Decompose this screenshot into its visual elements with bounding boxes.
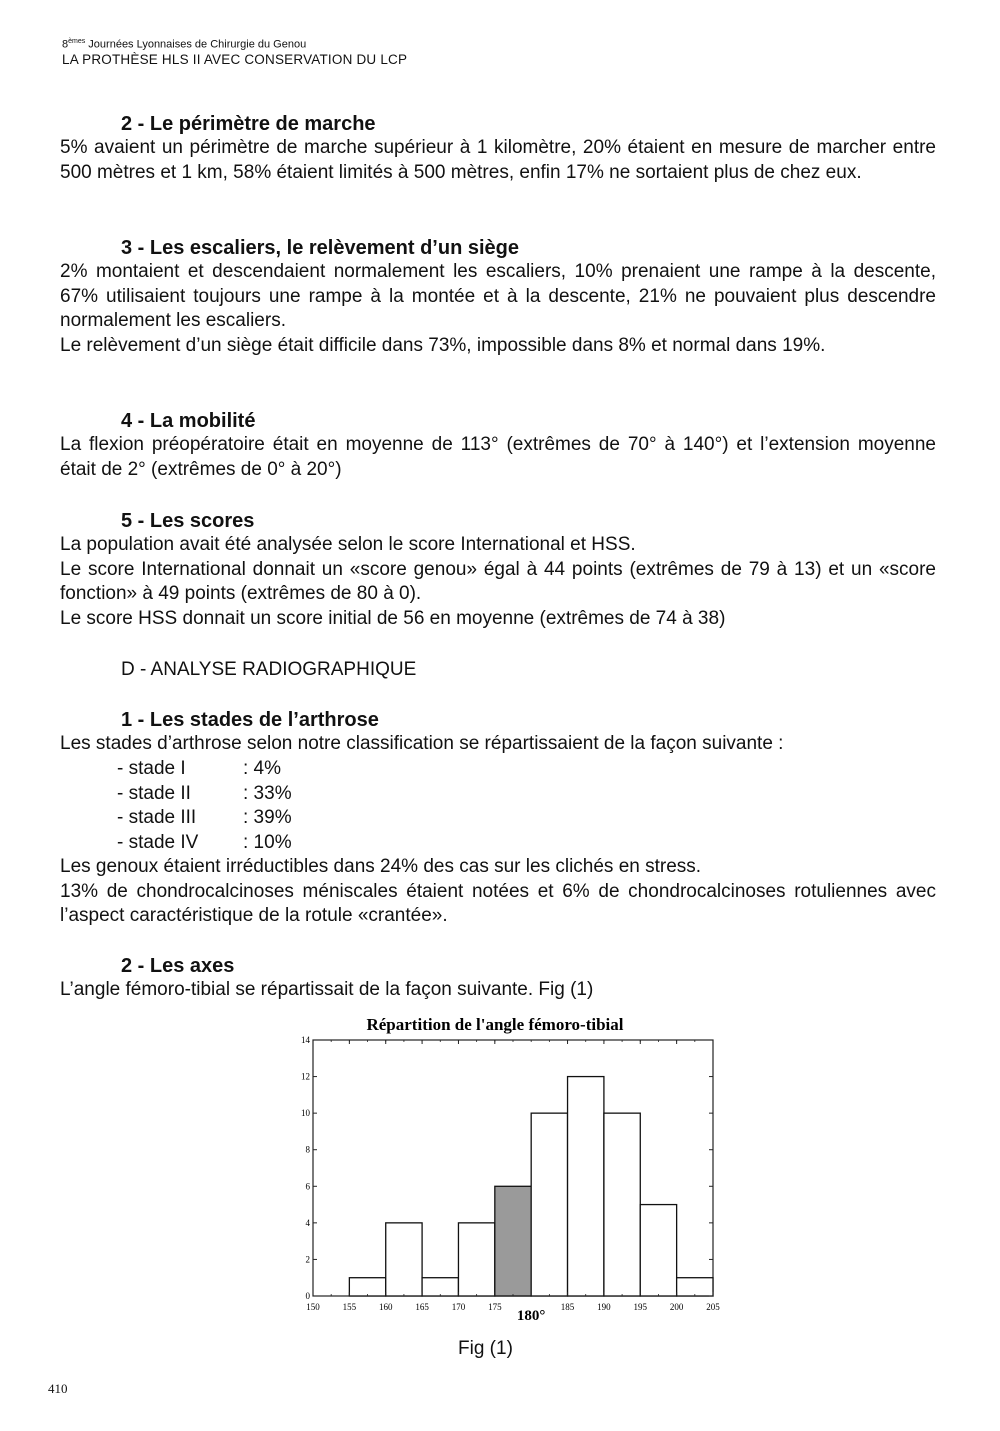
histogram-bar <box>677 1278 713 1296</box>
histogram-bar <box>531 1113 567 1296</box>
x-tick-label: 205 <box>706 1302 720 1312</box>
list-item: - stade IV : 10% <box>117 831 292 853</box>
section-heading: 1 - Les stades de l’arthrose <box>121 709 379 731</box>
paragraph: L’angle fémoro-tibial se répartissait de la façon suivante. Fig (1) <box>60 979 594 1000</box>
histogram-chart <box>280 1008 730 1328</box>
section-heading: 2 - Le périmètre de marche <box>121 113 376 135</box>
histogram-bar <box>349 1278 385 1296</box>
y-tick-label: 12 <box>301 1071 310 1082</box>
paragraph: Les genoux étaient irréductibles dans 24% des cas sur les clichés en stress. <box>60 856 702 877</box>
histogram-bar <box>386 1223 422 1296</box>
section-scores <box>60 509 936 631</box>
paragraph: Les stades d’arthrose selon notre classification se répartissaient de la façon suivante : <box>60 733 784 754</box>
x-tick-label: 170 <box>451 1302 466 1312</box>
list-item: - stade II : 33% <box>117 782 292 804</box>
paragraph: Le relèvement d’un siège était difficile dans 73%, impossible dans 8% et normal dans 19%. <box>60 334 826 356</box>
x-tick-label: 155 <box>342 1302 357 1312</box>
section-analyse <box>60 658 936 682</box>
section-heading: 4 - La mobilité <box>121 410 256 432</box>
histogram-bar <box>458 1223 494 1296</box>
figure-caption: Fig (1) <box>458 1338 513 1359</box>
section-heading: 5 - Les scores <box>121 510 255 532</box>
y-tick-label: 6 <box>305 1181 310 1192</box>
histogram-bar <box>640 1205 676 1296</box>
section-axes <box>60 954 936 1003</box>
paragraph: Le score HSS donnait un score initial de 56 en moyenne (extrêmes de 74 à 38) <box>60 607 726 629</box>
paragraph: 13% de chondrocalcinoses méniscales étaient notées et 6% de chondrocalcinoses rotuliennes avec l’aspect caractéristique de la rotule «crantée». <box>60 880 936 926</box>
x-tick-label: 160 <box>378 1302 393 1312</box>
x-tick-label: 165 <box>415 1302 429 1312</box>
y-tick-label: 8 <box>305 1144 310 1155</box>
x-tick-label: 175 <box>488 1302 502 1312</box>
list-item: - stade I : 4% <box>117 758 282 779</box>
section-escaliers <box>60 236 936 358</box>
book-title: LA PROTHÈSE HLS II AVEC CONSERVATION DU LCP <box>62 52 408 68</box>
histogram-bar <box>604 1113 640 1296</box>
paragraph: La flexion préopératoire était en moyenne de 113° (extrêmes de 70° à 140°) et l’extension moyenne était de 2° (extrêmes de 0° à 20°) <box>60 434 936 480</box>
section-arthrose <box>60 708 936 757</box>
section-arthrose-notes <box>60 855 936 929</box>
y-tick-label: 2 <box>305 1254 310 1265</box>
y-tick-label: 10 <box>301 1108 310 1119</box>
list-item: - stade III : 39% <box>117 807 292 828</box>
paragraph: 5% avaient un périmètre de marche supérieur à 1 kilomètre, 20% étaient en mesure de marcher entre 500 mètres et 1 km, 58% étaient limités à 500 mètres, enfin 17% ne sortaient plus de chez eux. <box>60 137 936 183</box>
x-tick-label: 195 <box>633 1302 648 1312</box>
section-heading: 3 - Les escaliers, le relèvement d’un siège <box>121 237 519 259</box>
x-tick-label: 200 <box>669 1302 684 1312</box>
paragraph: 2% montaient et descendaient normalement les escaliers, 10% prenaient une rampe à la descente, 67% utilisaient toujours une rampe à la montée et à la descente, 21% ne pouvaient plus descendre normalement les escaliers. <box>60 261 936 331</box>
histogram-bar <box>568 1077 604 1296</box>
x-tick-label: 190 <box>597 1302 611 1312</box>
y-tick-label: 14 <box>301 1035 310 1045</box>
page-number: 410 <box>48 1381 68 1396</box>
x-tick-label: 185 <box>560 1302 575 1312</box>
x-tick-label: 150 <box>306 1302 320 1312</box>
section-heading: 2 - Les axes <box>121 955 235 977</box>
y-tick-label: 0 <box>305 1291 310 1301</box>
x-marker-label: 180° <box>516 1308 546 1324</box>
y-tick-label: 4 <box>305 1217 310 1228</box>
chart-title: Répartition de l'angle fémoro-tibial <box>366 1015 624 1034</box>
histogram-bar-highlighted <box>495 1186 531 1296</box>
conference-name: 8èmes Journées Lyonnaises de Chirurgie du Genou <box>62 38 307 51</box>
histogram-bar <box>422 1278 458 1296</box>
section-perimetre <box>60 112 936 185</box>
paragraph: Le score International donnait un «score genou» égal à 44 points (extrêmes de 79 à 13) et un «score fonction» à 49 points (extrêmes de 80 à 0). <box>60 558 936 604</box>
paragraph: La population avait été analysée selon le score International et HSS. <box>60 534 636 555</box>
section-mobilite <box>60 409 936 482</box>
running-header <box>62 38 407 69</box>
stage-list <box>117 757 292 855</box>
section-heading: D - ANALYSE RADIOGRAPHIQUE <box>121 659 417 680</box>
